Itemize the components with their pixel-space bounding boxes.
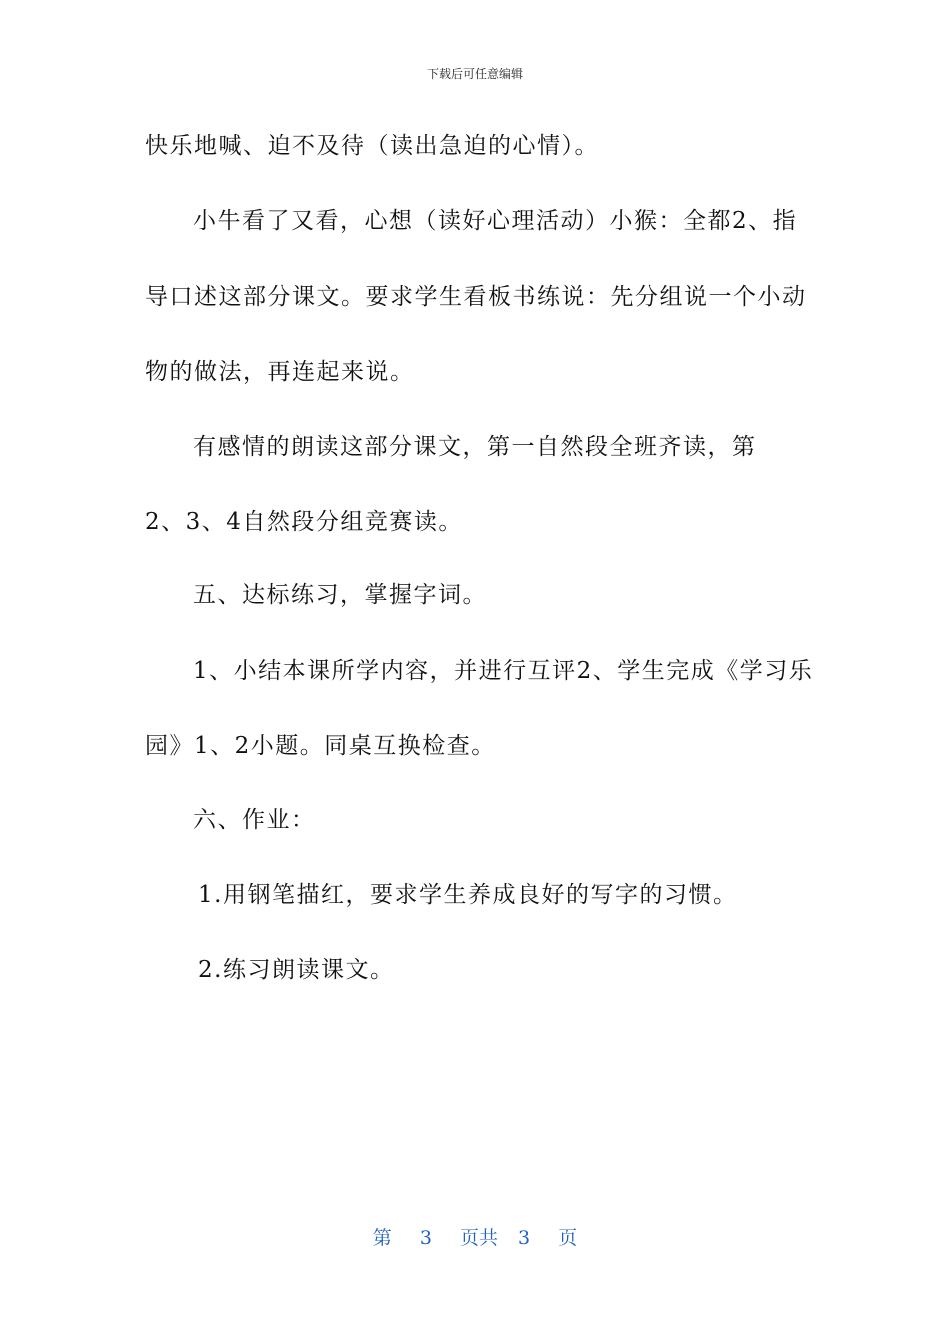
page-footer bbox=[0, 1226, 950, 1250]
text-line: 2.练习朗读课文。 bbox=[198, 957, 395, 983]
text-line: 有感情的朗读这部分课文，第一自然段全班齐读，第 bbox=[193, 434, 757, 460]
text-line: 导口述这部分课文。要求学生看板书练说：先分组说一个小动 bbox=[145, 284, 807, 310]
footer-label-page: 第 bbox=[372, 1227, 392, 1249]
text-line: 园》1、2小题。同桌互换检查。 bbox=[145, 733, 496, 759]
text-line: 快乐地喊、迫不及待（读出急迫的心情）。 bbox=[145, 133, 599, 159]
text-line: 小牛看了又看，心想（读好心理活动）小猴：全都2、指 bbox=[193, 208, 798, 234]
footer-current-page: 3 bbox=[419, 1227, 432, 1249]
text-line: 1.用钢笔描红，要求学生养成良好的写字的习惯。 bbox=[198, 882, 738, 908]
text-line: 六、作业： bbox=[193, 807, 316, 833]
text-line: 1、小结本课所学内容，并进行互评2、学生完成《学习乐 bbox=[193, 658, 814, 684]
footer-label-of: 页共 bbox=[459, 1227, 498, 1249]
text-line: 五、达标练习，掌握字词。 bbox=[193, 582, 487, 608]
footer-total-pages: 3 bbox=[518, 1227, 531, 1249]
text-line: 2、3、4自然段分组竞赛读。 bbox=[145, 509, 463, 535]
footer-label-end: 页 bbox=[558, 1227, 578, 1249]
page-header: 下载后可任意编辑 bbox=[426, 67, 523, 81]
text-line: 物的做法，再连起来说。 bbox=[145, 359, 415, 385]
